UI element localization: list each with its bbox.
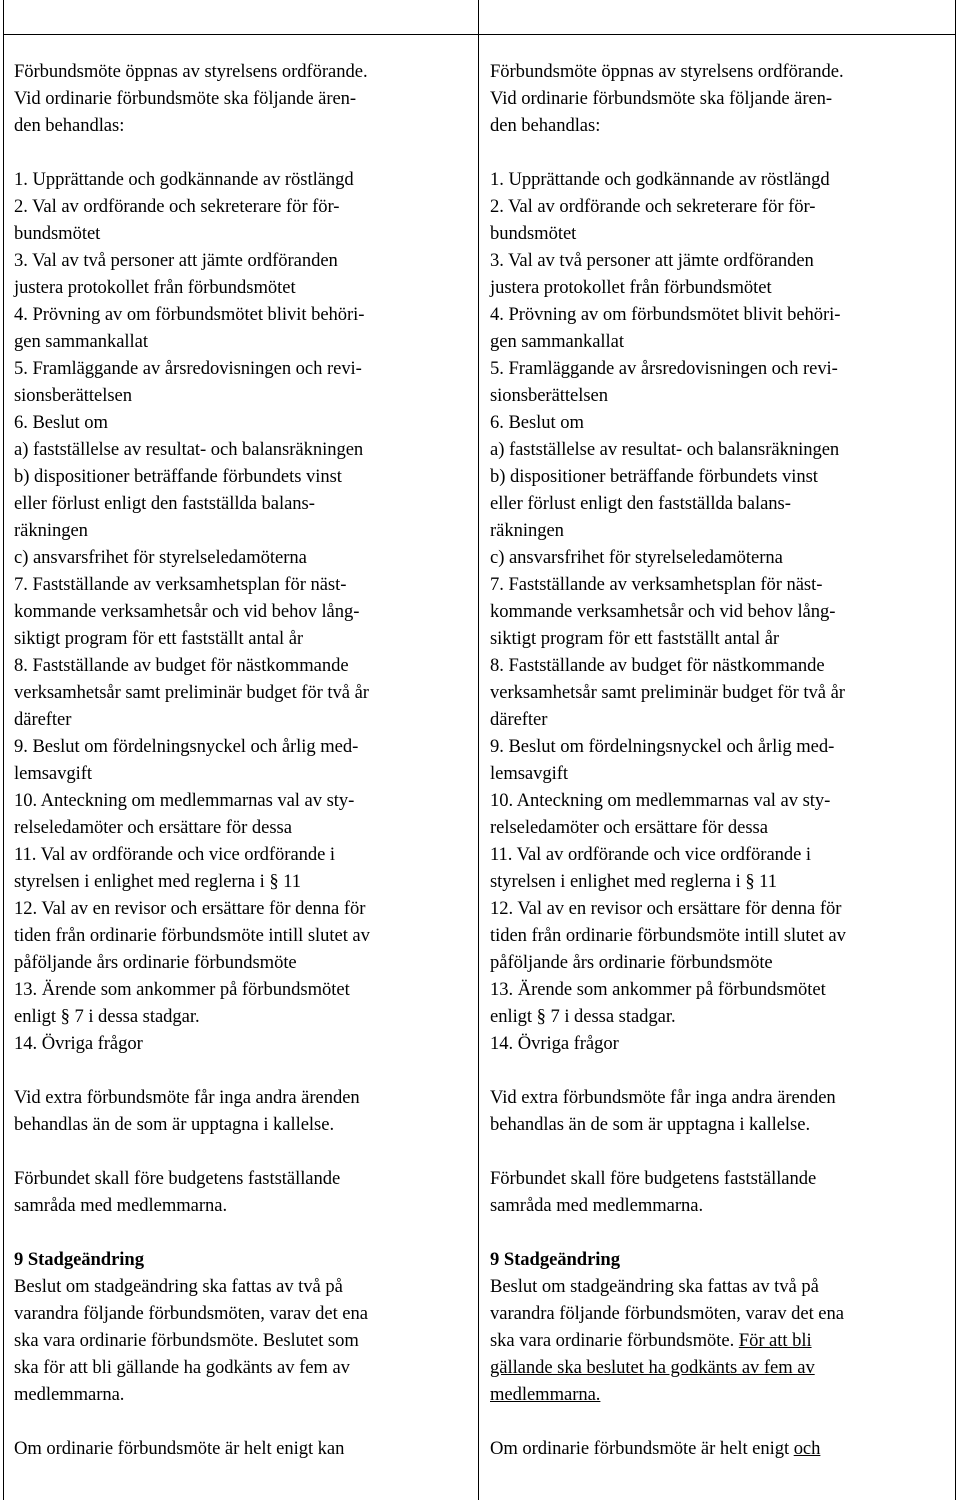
agenda-line: 6. Beslut om — [14, 412, 108, 433]
agenda-line: a) fastställelse av resultat- och balansräkningen — [490, 439, 840, 460]
amended-text: För att bli — [738, 1330, 812, 1351]
left-column — [14, 58, 470, 1462]
agenda-line: bundsmötet — [490, 223, 577, 244]
intro-line: Vid ordinarie förbundsmöte ska följande ären- — [490, 88, 833, 109]
agenda-line: 3. Val av två personer att jämte ordföranden — [490, 250, 814, 271]
agenda-line: lemsavgift — [14, 763, 92, 784]
agenda-line: b) dispositioner beträffande förbundets vinst — [14, 466, 342, 487]
agenda-line: 4. Prövning av om förbundsmötet blivit behöri- — [14, 304, 365, 325]
agenda-line: 5. Framläggande av årsredovisningen och revi- — [490, 358, 838, 379]
agenda-line: eller förlust enligt den fastställda balans- — [490, 493, 791, 514]
section-body-line: ska för att bli gällande ha godkänts av fem av — [14, 1357, 350, 1378]
intro-line: Förbundsmöte öppnas av styrelsens ordförande. — [490, 61, 844, 82]
section-body-line: varandra följande förbundsmöten, varav det ena — [490, 1303, 844, 1324]
section-body-line: medlemmarna. — [14, 1384, 125, 1405]
agenda-line: 9. Beslut om fördelningsnyckel och årlig med- — [14, 736, 359, 757]
agenda-line: påföljande års ordinarie förbundsmöte — [14, 952, 297, 973]
intro-line: Förbundsmöte öppnas av styrelsens ordförande. — [14, 61, 368, 82]
agenda-line: enligt § 7 i dessa stadgar. — [490, 1006, 676, 1027]
agenda-line: a) fastställelse av resultat- och balansräkningen — [14, 439, 364, 460]
agenda-line: räkningen — [490, 520, 564, 541]
extra-meeting-line: behandlas än de som är upptagna i kallelse. — [490, 1114, 811, 1135]
amended-text: gällande ska beslutet ha godkänts av fem av — [490, 1357, 815, 1378]
agenda-line: c) ansvarsfrihet för styrelseledamöterna — [14, 547, 307, 568]
agenda-line: påföljande års ordinarie förbundsmöte — [490, 952, 773, 973]
agenda-line: 8. Fastställande av budget för nästkommande — [14, 655, 349, 676]
section-body-line: Beslut om stadgeändring ska fattas av två på — [490, 1276, 819, 1297]
agenda-line: 5. Framläggande av årsredovisningen och revi- — [14, 358, 362, 379]
agenda-line: 13. Ärende som ankommer på förbundsmötet — [490, 979, 826, 1000]
agenda-line: c) ansvarsfrihet för styrelseledamöterna — [490, 547, 783, 568]
agenda-line: bundsmötet — [14, 223, 101, 244]
agenda-line: 2. Val av ordförande och sekreterare för för- — [490, 196, 816, 217]
extra-meeting-line: Vid extra förbundsmöte får inga andra ärenden — [490, 1087, 836, 1108]
last-line-plain: Om ordinarie förbundsmöte är helt enigt — [490, 1438, 794, 1459]
agenda-line: 11. Val av ordförande och vice ordförande i — [490, 844, 812, 865]
budget-line: Förbundet skall före budgetens fastställande — [14, 1168, 341, 1189]
agenda-line: styrelsen i enlighet med reglerna i § 11 — [14, 871, 301, 892]
agenda-line: verksamhetsår samt preliminär budget för två år — [14, 682, 369, 703]
right-column — [490, 58, 946, 1462]
agenda-line: relseledamöter och ersättare för dessa — [490, 817, 768, 838]
agenda-line: verksamhetsår samt preliminär budget för två år — [490, 682, 845, 703]
section-body-line: Beslut om stadgeändring ska fattas av två på — [14, 1276, 343, 1297]
agenda-line: justera protokollet från förbundsmötet — [490, 277, 772, 298]
agenda-line: gen sammankallat — [490, 331, 624, 352]
agenda-line: 1. Upprättande och godkännande av röstlängd — [14, 169, 354, 190]
agenda-line: siktigt program för ett fastställt antal år — [14, 628, 304, 649]
agenda-line: 13. Ärende som ankommer på förbundsmötet — [14, 979, 350, 1000]
agenda-line: kommande verksamhetsår och vid behov lång- — [14, 601, 360, 622]
agenda-line: styrelsen i enlighet med reglerna i § 11 — [490, 871, 777, 892]
agenda-line: 10. Anteckning om medlemmarnas val av sty- — [490, 790, 831, 811]
agenda-line: 7. Fastställande av verksamhetsplan för näst- — [490, 574, 823, 595]
section-heading: 9 Stadgeändring — [490, 1249, 620, 1270]
section-heading: 9 Stadgeändring — [14, 1249, 144, 1270]
agenda-line: b) dispositioner beträffande förbundets vinst — [490, 466, 818, 487]
agenda-line: 6. Beslut om — [490, 412, 584, 433]
agenda-line: enligt § 7 i dessa stadgar. — [14, 1006, 200, 1027]
agenda-line: gen sammankallat — [14, 331, 148, 352]
agenda-line: lemsavgift — [490, 763, 568, 784]
column-divider — [478, 0, 479, 1500]
agenda-line: eller förlust enligt den fastställda balans- — [14, 493, 315, 514]
agenda-line: 3. Val av två personer att jämte ordföranden — [14, 250, 338, 271]
agenda-line: tiden från ordinarie förbundsmöte intill slutet av — [490, 925, 846, 946]
agenda-line: 8. Fastställande av budget för nästkommande — [490, 655, 825, 676]
agenda-line: 12. Val av en revisor och ersättare för denna för — [490, 898, 842, 919]
agenda-line: 1. Upprättande och godkännande av röstlängd — [490, 169, 830, 190]
amended-text: och — [793, 1438, 821, 1459]
extra-meeting-line: behandlas än de som är upptagna i kallelse. — [14, 1114, 335, 1135]
agenda-line: kommande verksamhetsår och vid behov lång- — [490, 601, 836, 622]
agenda-line: 10. Anteckning om medlemmarnas val av sty- — [14, 790, 355, 811]
amended-text: medlemmarna. — [490, 1384, 601, 1405]
last-line: Om ordinarie förbundsmöte är helt enigt kan — [14, 1438, 345, 1459]
intro-line: den behandlas: — [14, 115, 125, 136]
agenda-line: sionsberättelsen — [14, 385, 132, 406]
budget-line: samråda med medlemmarna. — [14, 1195, 228, 1216]
agenda-line: siktigt program för ett fastställt antal år — [490, 628, 780, 649]
agenda-line: 9. Beslut om fördelningsnyckel och årlig med- — [490, 736, 835, 757]
section-body-plain: ska vara ordinarie förbundsmöte. — [490, 1330, 739, 1351]
last-line — [490, 1435, 946, 1462]
agenda-line: 2. Val av ordförande och sekreterare för för- — [14, 196, 340, 217]
extra-meeting-line: Vid extra förbundsmöte får inga andra ärenden — [14, 1087, 360, 1108]
agenda-line: sionsberättelsen — [490, 385, 608, 406]
agenda-line: 7. Fastställande av verksamhetsplan för näst- — [14, 574, 347, 595]
intro-line: den behandlas: — [490, 115, 601, 136]
section-body-line: ska vara ordinarie förbundsmöte. Beslutet som — [14, 1330, 359, 1351]
agenda-line: 11. Val av ordförande och vice ordförande i — [14, 844, 336, 865]
agenda-line: relseledamöter och ersättare för dessa — [14, 817, 292, 838]
agenda-line: 12. Val av en revisor och ersättare för denna för — [14, 898, 366, 919]
agenda-line: 14. Övriga frågor — [490, 1033, 619, 1054]
budget-line: Förbundet skall före budgetens fastställande — [490, 1168, 817, 1189]
agenda-line: räkningen — [14, 520, 88, 541]
agenda-line: tiden från ordinarie förbundsmöte intill slutet av — [14, 925, 370, 946]
table-top-border — [3, 34, 956, 35]
intro-line: Vid ordinarie förbundsmöte ska följande ären- — [14, 88, 357, 109]
agenda-line: 4. Prövning av om förbundsmötet blivit behöri- — [490, 304, 841, 325]
budget-line: samråda med medlemmarna. — [490, 1195, 704, 1216]
agenda-line: därefter — [14, 709, 72, 730]
agenda-line: justera protokollet från förbundsmötet — [14, 277, 296, 298]
agenda-line: 14. Övriga frågor — [14, 1033, 143, 1054]
section-body-line — [490, 1327, 946, 1354]
section-body-line: varandra följande förbundsmöten, varav det ena — [14, 1303, 368, 1324]
agenda-line: därefter — [490, 709, 548, 730]
